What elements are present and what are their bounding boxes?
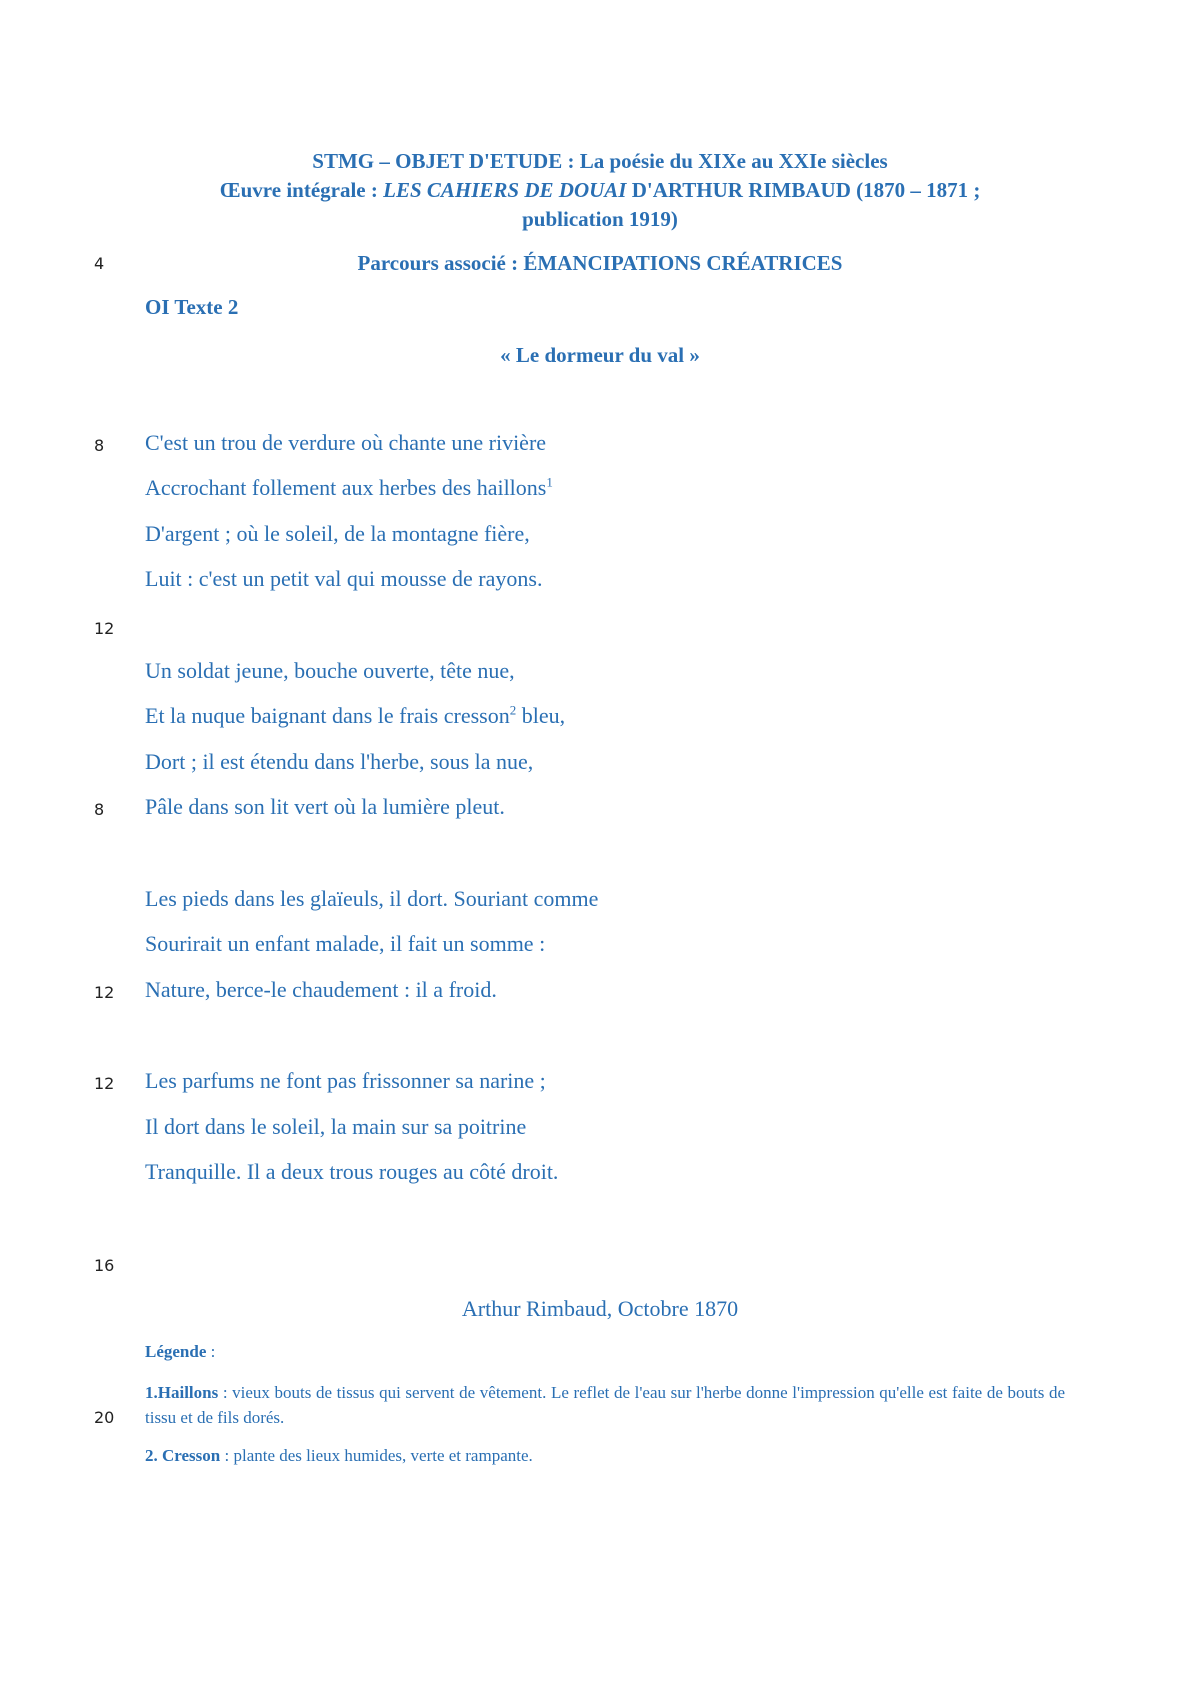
verse-line: C'est un trou de verdure où chante une rivière (145, 430, 547, 455)
line-number: 12 (94, 619, 115, 638)
verse-line: Il dort dans le soleil, la main sur sa poitrine (145, 1114, 527, 1139)
legend-title: Légende (145, 1342, 207, 1361)
footnote-text: : plante des lieux humides, verte et rampante. (220, 1446, 533, 1465)
footnote-term: 1.Haillons (145, 1383, 219, 1402)
legend-colon: : (206, 1342, 216, 1361)
verse-line (145, 475, 553, 501)
header-author-dates: D'ARTHUR RIMBAUD (1870 – 1871 ; (626, 178, 981, 202)
legend-heading (145, 1342, 215, 1362)
verse-line: Un soldat jeune, bouche ouverte, tête nue, (145, 658, 515, 683)
verse-line: Dort ; il est étendu dans l'herbe, sous la nue, (145, 749, 534, 774)
footnote-ref: 2 (509, 702, 517, 718)
header-oeuvre-label: Œuvre intégrale : (219, 178, 384, 202)
header-line-3: publication 1919) (522, 207, 678, 231)
header-line-1: STMG – OBJET D'ETUDE : La poésie du XIXe au XXIe siècles (312, 149, 888, 173)
verse-line: Luit : c'est un petit val qui mousse de rayons. (145, 566, 543, 591)
line-number: 8 (94, 800, 105, 819)
footnote-2 (145, 1443, 1065, 1468)
footnote-ref: 1 (546, 474, 553, 490)
verse-line: Nature, berce-le chaudement : il a froid. (145, 977, 497, 1002)
line-number: 12 (94, 1074, 115, 1093)
line-number: 16 (94, 1256, 115, 1275)
header-work-title: LES CAHIERS DE DOUAI (383, 178, 627, 202)
verse-line: Les parfums ne font pas frissonner sa narine ; (145, 1068, 546, 1093)
verse-line: Les pieds dans les glaïeuls, il dort. Souriant comme (145, 886, 599, 911)
verse-text: Accrochant follement aux herbes des haillons (145, 475, 547, 500)
verse-text: Et la nuque baignant dans le frais cresson (145, 703, 510, 728)
verse-line: D'argent ; où le soleil, de la montagne fière, (145, 521, 530, 546)
line-number: 4 (94, 254, 105, 273)
signature: Arthur Rimbaud, Octobre 1870 (461, 1296, 739, 1321)
line-number: 12 (94, 983, 115, 1002)
verse-text: bleu, (516, 703, 566, 728)
header-line-2 (120, 176, 1080, 205)
parcours-heading: Parcours associé : ÉMANCIPATIONS CRÉATRICES (357, 251, 843, 275)
footnote-1 (145, 1380, 1065, 1430)
verse-line (145, 703, 565, 729)
text-label: OI Texte 2 (145, 295, 239, 319)
footnote-text: : vieux bouts de tissus qui servent de vêtement. Le reflet de l'eau sur l'herbe donne l'impression qu'elle est faite de bouts de tissu et de fils dorés. (145, 1383, 1065, 1427)
footnote-term: 2. Cresson (145, 1446, 221, 1465)
line-number: 20 (94, 1408, 115, 1427)
verse-line: Pâle dans son lit vert où la lumière pleut. (145, 794, 505, 819)
line-number: 8 (94, 436, 105, 455)
verse-line: Sourirait un enfant malade, il fait un somme : (145, 931, 546, 956)
poem-title: « Le dormeur du val » (500, 343, 700, 367)
verse-line: Tranquille. Il a deux trous rouges au côté droit. (145, 1159, 559, 1184)
